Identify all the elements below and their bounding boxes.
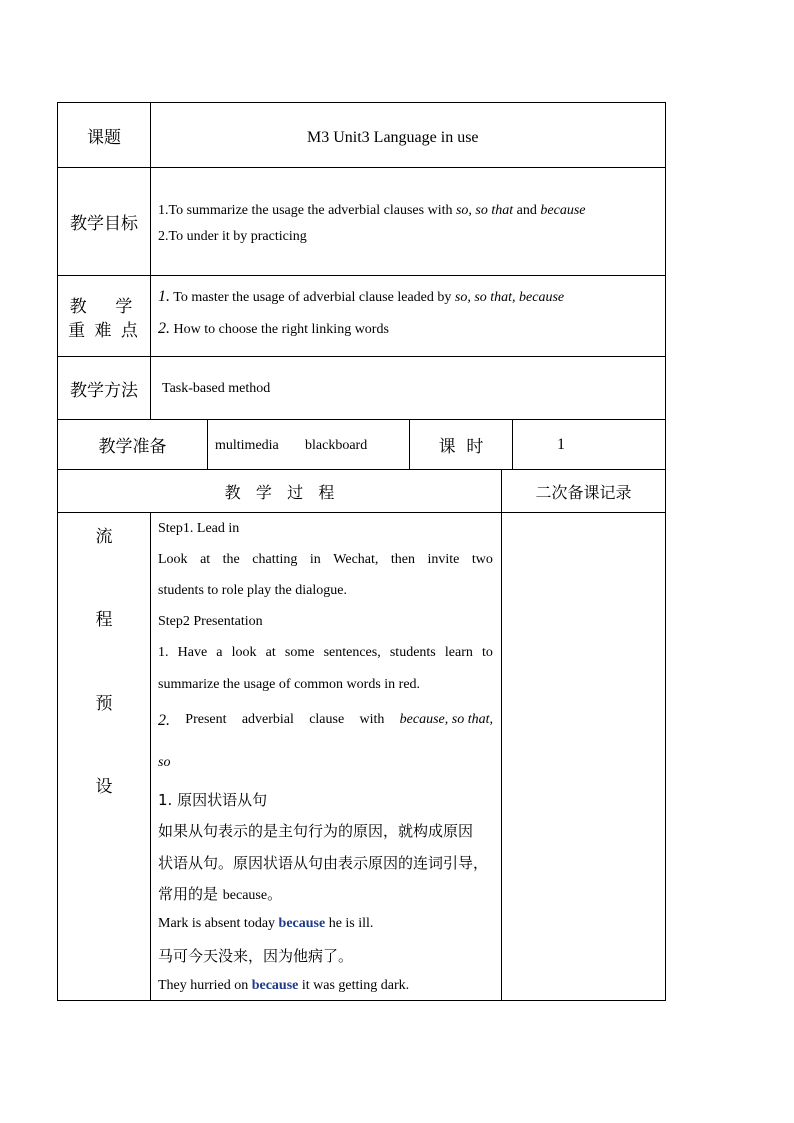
flow-column-divider bbox=[150, 512, 151, 1001]
key-point-1 bbox=[158, 288, 564, 306]
methods-label: 教学方法 bbox=[70, 380, 138, 401]
word: at bbox=[265, 645, 276, 660]
key-point-2-number: 2. bbox=[158, 320, 170, 337]
step1-heading: Step1. Lead in bbox=[158, 521, 240, 536]
word: some bbox=[284, 645, 315, 660]
presentation-point-1-line-2: summarize the usage of common words in red. bbox=[158, 677, 421, 692]
objective-1-keyword-so: so, so that bbox=[455, 203, 514, 218]
step2-heading: Step2 Presentation bbox=[158, 614, 263, 629]
key-point-2-text: How to choose the right linking words bbox=[170, 322, 389, 337]
preparation-item-blackboard: blackboard bbox=[305, 438, 368, 453]
para-line-3-keyword: because bbox=[222, 888, 268, 903]
word: two bbox=[471, 552, 493, 567]
step1-line-2: students to role play the dialogue. bbox=[158, 583, 347, 598]
objectives-line-2: 2.To under it by practicing bbox=[158, 229, 307, 244]
word: a bbox=[216, 645, 223, 660]
key-point-1-number: 1. bbox=[158, 288, 170, 305]
word: then bbox=[390, 552, 416, 567]
hours-label: 课 时 bbox=[438, 437, 484, 457]
presentation-point-1-line-1 bbox=[158, 645, 493, 661]
word: with bbox=[359, 712, 385, 727]
key-points-label-1: 教 学 bbox=[69, 296, 139, 317]
key-point-1-keywords: so, so that, because bbox=[454, 290, 565, 305]
methods-value: Task-based method bbox=[162, 381, 271, 396]
hours-value: 1 bbox=[557, 436, 565, 453]
label-column-divider bbox=[150, 102, 151, 420]
flow-char-4: 设 bbox=[95, 777, 113, 797]
objective-1-text: 1.To summarize the usage the adverbial clauses with bbox=[158, 203, 456, 218]
example-1 bbox=[158, 916, 493, 932]
causal-clause-para-line-3 bbox=[158, 883, 494, 904]
row-divider-objectives bbox=[57, 275, 666, 276]
example-2-keyword: because bbox=[251, 978, 299, 993]
preparation-item-multimedia: multimedia bbox=[215, 438, 279, 453]
word: chatting bbox=[252, 552, 298, 567]
word: adverbial bbox=[241, 712, 294, 727]
para-line-3-text: 常用的是 bbox=[158, 885, 223, 903]
word: clause bbox=[309, 712, 345, 727]
flow-char-3: 预 bbox=[95, 694, 113, 714]
key-point-1-text: To master the usage of adverbial clause leaded by bbox=[170, 290, 455, 305]
causal-clause-para-line-1: 如果从句表示的是主句行为的原因，就构成原因 bbox=[158, 822, 474, 840]
word: Have bbox=[177, 645, 208, 660]
key-point-2 bbox=[158, 320, 389, 338]
example-1-end: he is ill. bbox=[325, 916, 374, 931]
example-1-text: Mark is absent today bbox=[158, 916, 279, 931]
objectives-line-1 bbox=[158, 203, 585, 219]
word: at bbox=[200, 552, 211, 567]
second-prep-header: 二次备课记录 bbox=[535, 482, 632, 502]
objectives-label: 教学目标 bbox=[70, 214, 138, 234]
word: to bbox=[481, 645, 493, 660]
prep-divider-1 bbox=[207, 420, 208, 469]
row-divider-process-header bbox=[57, 512, 666, 513]
word: sentences, bbox=[323, 645, 381, 660]
preparation-label: 教学准备 bbox=[98, 437, 167, 457]
word: students bbox=[389, 645, 436, 660]
flow-char-1: 流 bbox=[95, 527, 113, 547]
example-2-end: it was getting dark. bbox=[298, 978, 410, 993]
example-2-text: They hurried on bbox=[158, 978, 252, 993]
para-line-3-end: 。 bbox=[267, 885, 283, 903]
step1-line-1 bbox=[158, 552, 493, 568]
presentation-point-2-line-1 bbox=[158, 712, 493, 730]
word: look bbox=[231, 645, 257, 660]
objective-1-keyword-because: because bbox=[540, 203, 586, 218]
example-1-keyword: because bbox=[278, 916, 326, 931]
word: Look bbox=[158, 552, 188, 567]
objective-1-and: and bbox=[513, 203, 541, 218]
word: 1. bbox=[158, 645, 169, 660]
key-points-label-2: 重 难 点 bbox=[68, 320, 140, 341]
process-divider bbox=[501, 469, 502, 1001]
example-2 bbox=[158, 978, 493, 994]
word: in bbox=[309, 552, 321, 567]
point-2-keywords: because, so that, bbox=[399, 712, 493, 727]
causal-clause-heading: 1. 原因状语从句 bbox=[158, 791, 268, 809]
word: the bbox=[222, 552, 240, 567]
topic-value: M3 Unit3 Language in use bbox=[307, 129, 479, 146]
presentation-point-2-line-2: so bbox=[158, 755, 171, 770]
prep-divider-3 bbox=[512, 420, 513, 469]
word: Wechat, bbox=[333, 552, 379, 567]
example-1-translation: 马可今天没来，因为他病了。 bbox=[158, 947, 354, 965]
table-border-right bbox=[665, 102, 666, 1001]
topic-label: 课题 bbox=[87, 127, 121, 148]
flow-char-2: 程 bbox=[95, 610, 113, 630]
causal-clause-para-line-2: 状语从句。原因状语从句由表示原因的连词引导， bbox=[158, 854, 489, 872]
point-2-number: 2. bbox=[158, 712, 170, 729]
word: invite bbox=[427, 552, 460, 567]
word: Present bbox=[185, 712, 227, 727]
table-border-bottom bbox=[57, 1000, 666, 1001]
process-header: 教 学 过 程 bbox=[224, 482, 335, 502]
word: learn bbox=[444, 645, 473, 660]
